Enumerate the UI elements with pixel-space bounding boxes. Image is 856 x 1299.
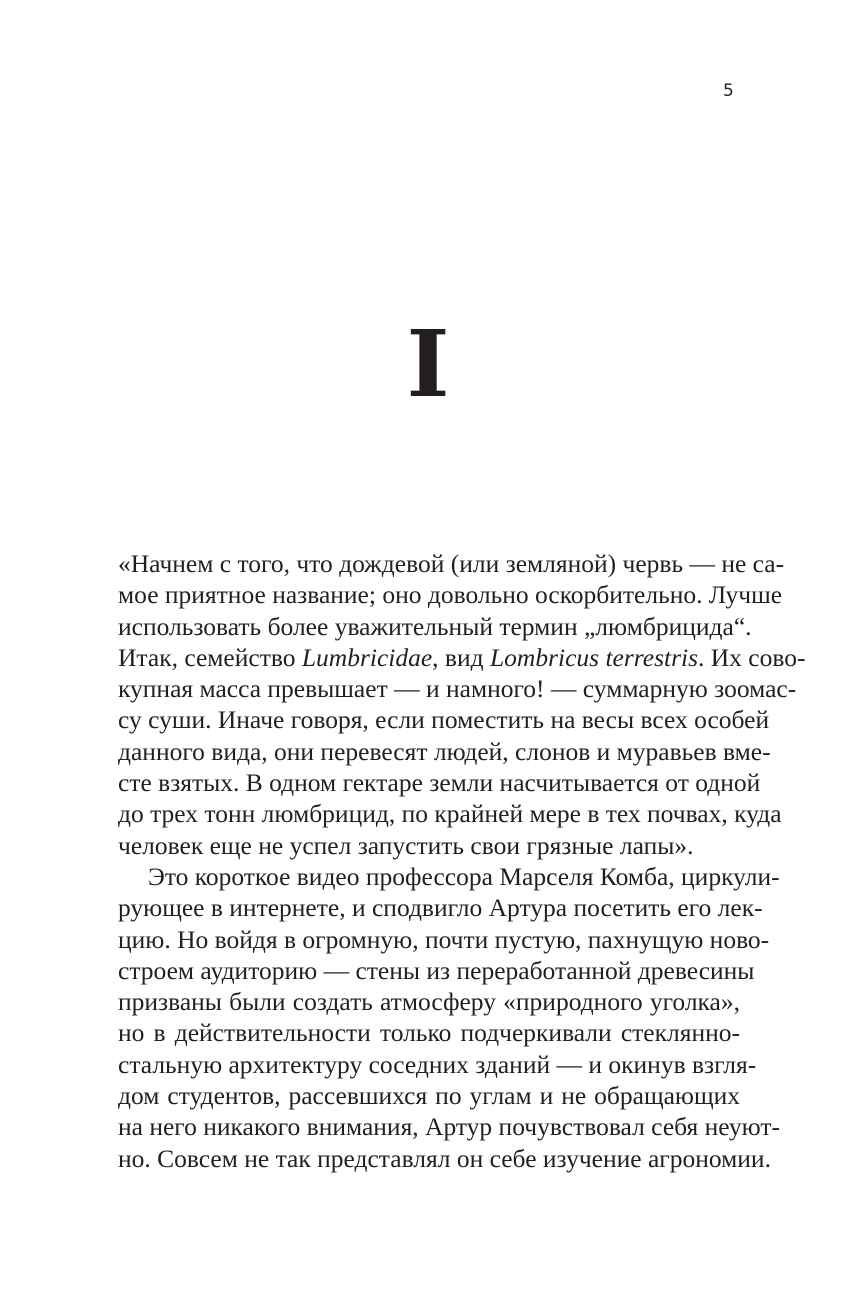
text-line	[118, 767, 761, 798]
text-line	[118, 673, 797, 704]
paragraph	[118, 548, 806, 861]
text-line	[118, 892, 763, 923]
text-line	[118, 1049, 757, 1080]
text-line	[118, 579, 783, 610]
text-segment: но. Совсем не так представлял он себе изучение агрономии.	[118, 1143, 771, 1173]
text-line	[118, 736, 771, 767]
text-line	[118, 955, 755, 986]
text-line	[118, 798, 782, 829]
text-segment: на него никакого внимания, Артур почувствовал себя неуют-	[118, 1112, 781, 1142]
text-segment: до трех тонн люмбрицид, по крайней мере в тех почвах, куда	[118, 799, 782, 829]
text-segment: человек еще не успел запустить свои грязные лапы».	[118, 830, 694, 860]
text-segment: рующее в интернете, и сподвигло Артура посетить его лек-	[118, 893, 763, 923]
text-line	[118, 1017, 740, 1048]
text-line	[118, 548, 785, 579]
body-text	[118, 548, 806, 1174]
italic-term: Lumbricidae	[301, 642, 433, 672]
text-segment: Это короткое видео профессора Марселя Комба, циркули-	[148, 861, 780, 891]
text-line	[118, 924, 770, 955]
text-line	[118, 704, 770, 735]
text-line	[118, 1143, 771, 1174]
text-segment: цию. Но войдя в огромную, почти пустую, пахнущую ново-	[118, 924, 770, 954]
page-number: 5	[723, 81, 734, 101]
text-segment: су суши. Иначе говоря, если поместить на весы всех особей	[118, 705, 770, 735]
italic-term: Lombricus terrestris	[489, 642, 699, 672]
text-segment: . Их сово-	[698, 642, 806, 672]
text-line	[118, 611, 752, 642]
text-segment: сте взятых. В одном гектаре земли насчитывается от одной	[118, 768, 761, 798]
text-segment: , вид	[432, 642, 490, 672]
text-segment: данного вида, они перевесят людей, слонов и муравьев вме-	[118, 736, 771, 766]
text-line	[118, 830, 740, 861]
text-line	[118, 1080, 740, 1111]
text-segment: стальную архитектуру соседних зданий — и окинув взгля-	[118, 1049, 757, 1079]
text-segment: дом студентов, рассевшихся по углам и не обращающих	[118, 1081, 740, 1111]
text-segment: призваны были создать атмосферу «природного уголка»,	[118, 987, 740, 1017]
text-segment: мое приятное название; оно довольно оскорбительно. Лучше	[118, 580, 783, 610]
text-segment: строем аудиторию — стены из переработанной древесины	[118, 955, 755, 985]
text-line	[118, 861, 780, 892]
text-segment: Итак, семейство	[118, 642, 302, 672]
text-line	[118, 986, 740, 1017]
text-segment: использовать более уважительный термин „люмбрицида“.	[118, 611, 752, 641]
text-line	[118, 642, 806, 673]
text-segment: купная масса превышает — и намного! — суммарную зоомас-	[118, 674, 797, 704]
paragraph	[118, 861, 781, 1174]
chapter-numeral: I	[406, 310, 450, 418]
text-segment: но в действительности только подчеркивали стеклянно-	[118, 1018, 740, 1048]
text-segment: «Начнем с того, что дождевой (или земляной) червь — не са-	[118, 549, 785, 578]
text-line	[118, 1111, 781, 1142]
